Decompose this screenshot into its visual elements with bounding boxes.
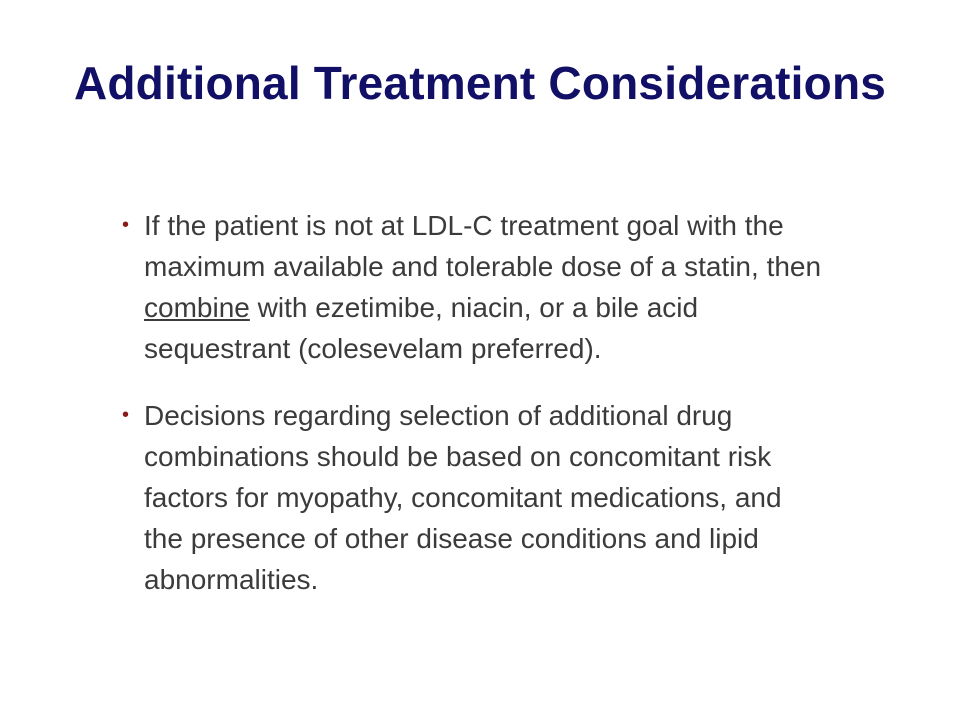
list-item xyxy=(118,395,878,600)
bullet-text xyxy=(144,395,824,600)
bullet-text-segment: Decisions regarding selection of additional drug combinations should be based on concomitant risk factors for myopathy, concomitant medications, and the presence of other disease conditions and lipid abnormalities. xyxy=(144,400,782,595)
bullet-text-segment-end: with ezetimibe, niacin, or a bile acid sequestrant (colesevelam preferred). xyxy=(144,292,699,364)
bullet-list xyxy=(118,205,878,626)
bullet-text-emphasis: combine xyxy=(144,292,250,323)
bullet-text-segment: If the patient is not at LDL-C treatment goal with the maximum available and tolerable dose of a statin, then xyxy=(144,210,822,282)
bullet-point-icon: • xyxy=(122,404,130,426)
list-item xyxy=(118,205,878,369)
bullet-point-icon: • xyxy=(122,214,130,236)
page-title: Additional Treatment Considerations xyxy=(73,57,887,109)
bullet-text xyxy=(144,205,824,369)
